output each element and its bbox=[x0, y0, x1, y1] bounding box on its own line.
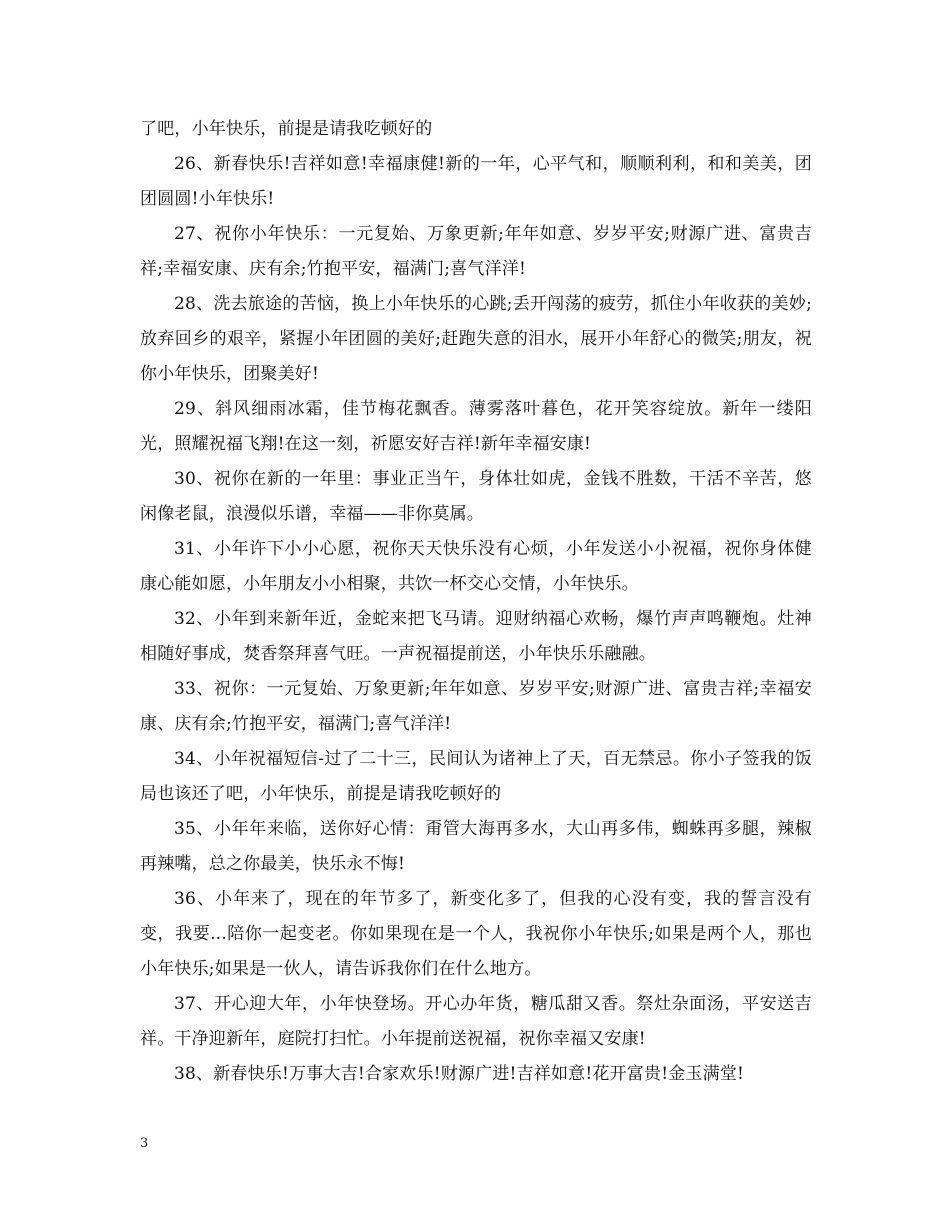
paragraph-28: 28、洗去旅途的苦恼，换上小年快乐的心跳;丢开闯荡的疲劳，抓住小年收获的美妙;放弃回乡的艰辛，紧握小年团圆的美好;赶跑失意的泪水，展开小年舒心的微笑;朋友，祝你小年快乐，团聚美好! bbox=[140, 294, 812, 384]
paragraph-26: 26、新春快乐!吉祥如意!幸福康健!新的一年，心平气和，顺顺利利，和和美美，团团圆圆!小年快乐! bbox=[140, 154, 812, 209]
paragraph-30: 30、祝你在新的一年里：事业正当午，身体壮如虎，金钱不胜数，干活不辛苦，悠闲像老鼠，浪漫似乐谱，幸福——非你莫属。 bbox=[140, 469, 812, 524]
paragraph-33: 33、祝你：一元复始、万象更新;年年如意、岁岁平安;财源广进、富贵吉祥;幸福安康、庆有余;竹抱平安，福满门;喜气洋洋! bbox=[140, 679, 812, 734]
document-body bbox=[140, 112, 812, 1092]
paragraph-continuation: 了吧，小年快乐，前提是请我吃顿好的 bbox=[140, 119, 433, 139]
paragraph-35: 35、小年年来临，送你好心情：甭管大海再多水，大山再多伟，蜘蛛再多腿，辣椒再辣嘴，总之你最美，快乐永不悔! bbox=[140, 819, 812, 874]
paragraph-31: 31、小年许下小小心愿，祝你天天快乐没有心烦，小年发送小小祝福，祝你身体健康心能如愿，小年朋友小小相聚，共饮一杯交心交情，小年快乐。 bbox=[140, 539, 812, 594]
paragraph-37: 37、开心迎大年，小年快登场。开心办年货，糖瓜甜又香。祭灶杂面汤，平安送吉祥。干净迎新年，庭院打扫忙。小年提前送祝福，祝你幸福又安康! bbox=[140, 994, 812, 1049]
paragraph-29: 29、斜风细雨冰霜，佳节梅花飘香。薄雾落叶暮色，花开笑容绽放。新年一缕阳光，照耀祝福飞翔!在这一刻，祈愿安好吉祥!新年幸福安康! bbox=[140, 399, 812, 454]
paragraph-32: 32、小年到来新年近，金蛇来把飞马请。迎财纳福心欢畅，爆竹声声鸣鞭炮。灶神相随好事成，焚香祭拜喜气旺。一声祝福提前送，小年快乐乐融融。 bbox=[140, 609, 812, 664]
paragraph-27: 27、祝你小年快乐：一元复始、万象更新;年年如意、岁岁平安;财源广进、富贵吉祥;幸福安康、庆有余;竹抱平安，福满门;喜气洋洋! bbox=[140, 224, 812, 279]
paragraph-38: 38、新春快乐!万事大吉!合家欢乐!财源广进!吉祥如意!花开富贵!金玉满堂! bbox=[174, 1064, 745, 1084]
page-number: 3 bbox=[140, 1136, 149, 1151]
paragraph-34: 34、小年祝福短信-过了二十三，民间认为诸神上了天，百无禁忌。你小子签我的饭局也该还了吧，小年快乐，前提是请我吃顿好的 bbox=[140, 749, 812, 804]
paragraph-36: 36、小年来了，现在的年节多了，新变化多了，但我的心没有变，我的誓言没有变，我要...陪你一起变老。你如果现在是一个人，我祝你小年快乐;如果是两个人，那也小年快乐;如果是一伙人，请告诉我你们在什么地方。 bbox=[140, 889, 812, 979]
